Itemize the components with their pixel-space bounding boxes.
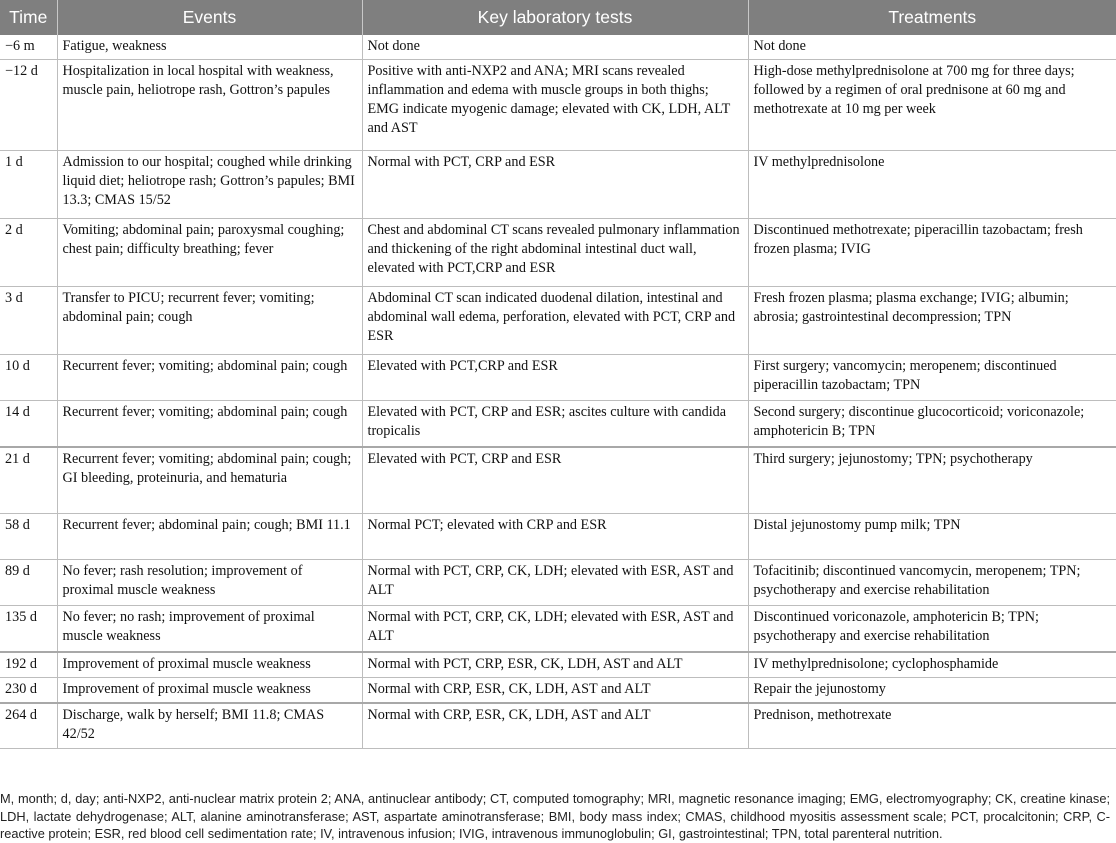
cell-events: Recurrent fever; vomiting; abdominal pain; cough: [57, 355, 362, 401]
cell-time: −6 m: [0, 35, 57, 60]
cell-time: 264 d: [0, 703, 57, 749]
header-time: Time: [0, 0, 57, 35]
cell-time: 10 d: [0, 355, 57, 401]
cell-time: 1 d: [0, 151, 57, 219]
table-row: [0, 560, 1116, 606]
table-body: [0, 35, 1116, 749]
cell-treatments: Discontinued voriconazole, amphotericin B; TPN; psychotherapy and exercise rehabilitation: [748, 606, 1116, 652]
cell-treatments: Prednison, methotrexate: [748, 703, 1116, 749]
table-footnote: M, month; d, day; anti-NXP2, anti-nuclear matrix protein 2; ANA, antinuclear antibody; CT, computed tomography; MRI, magnetic resonance imaging; EMG, electromyography; CK, creatine kinase; LDH, lactate dehydrogenase; ALT, alanine aminotransferase; AST, aspartate aminotransferase; BMI, body mass index; CMAS, childhood myositis assessment scale; PCT, procalcitonin; CRP, C-reactive protein; ESR, red blood cell sedimentation rate; IV, intravenous infusion; IVIG, intravenous immunoglobulin; GI, gastrointestinal; TPN, total parenteral nutrition.: [0, 791, 1110, 841]
header-lab-tests: Key laboratory tests: [362, 0, 748, 35]
table-row: [0, 677, 1116, 703]
cell-events: No fever; no rash; improvement of proximal muscle weakness: [57, 606, 362, 652]
table-row: [0, 219, 1116, 287]
header-treatments: Treatments: [748, 0, 1116, 35]
cell-time: 192 d: [0, 652, 57, 678]
cell-treatments: Not done: [748, 35, 1116, 60]
cell-time: 89 d: [0, 560, 57, 606]
cell-lab-tests: Elevated with PCT,CRP and ESR: [362, 355, 748, 401]
table-row: [0, 514, 1116, 560]
cell-lab-tests: Normal with CRP, ESR, CK, LDH, AST and ALT: [362, 677, 748, 703]
cell-lab-tests: Positive with anti-NXP2 and ANA; MRI scans revealed inflammation and edema with muscle groups in both thighs; EMG indicate myogenic damage; elevated with CK, LDH, ALT and AST: [362, 60, 748, 151]
cell-lab-tests: Chest and abdominal CT scans revealed pulmonary inflammation and thickening of the right abdominal intestinal duct wall, elevated with PCT,CRP and ESR: [362, 219, 748, 287]
table-row: [0, 401, 1116, 447]
cell-events: Transfer to PICU; recurrent fever; vomiting; abdominal pain; cough: [57, 287, 362, 355]
table-row: [0, 606, 1116, 652]
cell-time: 14 d: [0, 401, 57, 447]
cell-lab-tests: Not done: [362, 35, 748, 60]
cell-treatments: First surgery; vancomycin; meropenem; discontinued piperacillin tazobactam; TPN: [748, 355, 1116, 401]
cell-time: 21 d: [0, 447, 57, 514]
cell-treatments: Repair the jejunostomy: [748, 677, 1116, 703]
cell-events: Fatigue, weakness: [57, 35, 362, 60]
cell-treatments: Fresh frozen plasma; plasma exchange; IVIG; albumin; abrosia; gastrointestinal decompression; TPN: [748, 287, 1116, 355]
cell-time: 135 d: [0, 606, 57, 652]
cell-treatments: Discontinued methotrexate; piperacillin tazobactam; fresh frozen plasma; IVIG: [748, 219, 1116, 287]
cell-events: Recurrent fever; abdominal pain; cough; BMI 11.1: [57, 514, 362, 560]
cell-events: Improvement of proximal muscle weakness: [57, 652, 362, 678]
table-row: [0, 151, 1116, 219]
cell-events: Discharge, walk by herself; BMI 11.8; CMAS 42/52: [57, 703, 362, 749]
header-events: Events: [57, 0, 362, 35]
cell-treatments: Second surgery; discontinue glucocorticoid; voriconazole; amphotericin B; TPN: [748, 401, 1116, 447]
header-row: [0, 0, 1116, 35]
cell-lab-tests: Abdominal CT scan indicated duodenal dilation, intestinal and abdominal wall edema, perforation, elevated with PCT, CRP and ESR: [362, 287, 748, 355]
cell-treatments: Tofacitinib; discontinued vancomycin, meropenem; TPN; psychotherapy and exercise rehabilitation: [748, 560, 1116, 606]
table-row: [0, 703, 1116, 749]
cell-events: Recurrent fever; vomiting; abdominal pain; cough: [57, 401, 362, 447]
cell-events: Vomiting; abdominal pain; paroxysmal coughing; chest pain; difficulty breathing; fever: [57, 219, 362, 287]
cell-lab-tests: Normal with PCT, CRP and ESR: [362, 151, 748, 219]
cell-events: Admission to our hospital; coughed while drinking liquid diet; heliotrope rash; Gottron’s papules; BMI 13.3; CMAS 15/52: [57, 151, 362, 219]
cell-events: Hospitalization in local hospital with weakness, muscle pain, heliotrope rash, Gottron’s papules: [57, 60, 362, 151]
cell-treatments: IV methylprednisolone: [748, 151, 1116, 219]
cell-treatments: Third surgery; jejunostomy; TPN; psychotherapy: [748, 447, 1116, 514]
cell-lab-tests: Normal with CRP, ESR, CK, LDH, AST and ALT: [362, 703, 748, 749]
table-row: [0, 60, 1116, 151]
table-row: [0, 35, 1116, 60]
table-row: [0, 447, 1116, 514]
cell-treatments: IV methylprednisolone; cyclophosphamide: [748, 652, 1116, 678]
cell-time: 3 d: [0, 287, 57, 355]
cell-time: 2 d: [0, 219, 57, 287]
cell-time: 230 d: [0, 677, 57, 703]
cell-time: −12 d: [0, 60, 57, 151]
cell-treatments: Distal jejunostomy pump milk; TPN: [748, 514, 1116, 560]
cell-events: No fever; rash resolution; improvement of proximal muscle weakness: [57, 560, 362, 606]
cell-lab-tests: Normal PCT; elevated with CRP and ESR: [362, 514, 748, 560]
cell-lab-tests: Normal with PCT, CRP, CK, LDH; elevated with ESR, AST and ALT: [362, 606, 748, 652]
cell-lab-tests: Elevated with PCT, CRP and ESR: [362, 447, 748, 514]
table-row: [0, 355, 1116, 401]
cell-events: Improvement of proximal muscle weakness: [57, 677, 362, 703]
cell-events: Recurrent fever; vomiting; abdominal pain; cough; GI bleeding, proteinuria, and hematuria: [57, 447, 362, 514]
cell-lab-tests: Normal with PCT, CRP, CK, LDH; elevated with ESR, AST and ALT: [362, 560, 748, 606]
cell-lab-tests: Normal with PCT, CRP, ESR, CK, LDH, AST and ALT: [362, 652, 748, 678]
table-header: [0, 0, 1116, 35]
table-row: [0, 652, 1116, 678]
table-row: [0, 287, 1116, 355]
cell-time: 58 d: [0, 514, 57, 560]
cell-lab-tests: Elevated with PCT, CRP and ESR; ascites culture with candida tropicalis: [362, 401, 748, 447]
cell-treatments: High-dose methylprednisolone at 700 mg for three days; followed by a regimen of oral prednisone at 60 mg and methotrexate at 10 mg per week: [748, 60, 1116, 151]
